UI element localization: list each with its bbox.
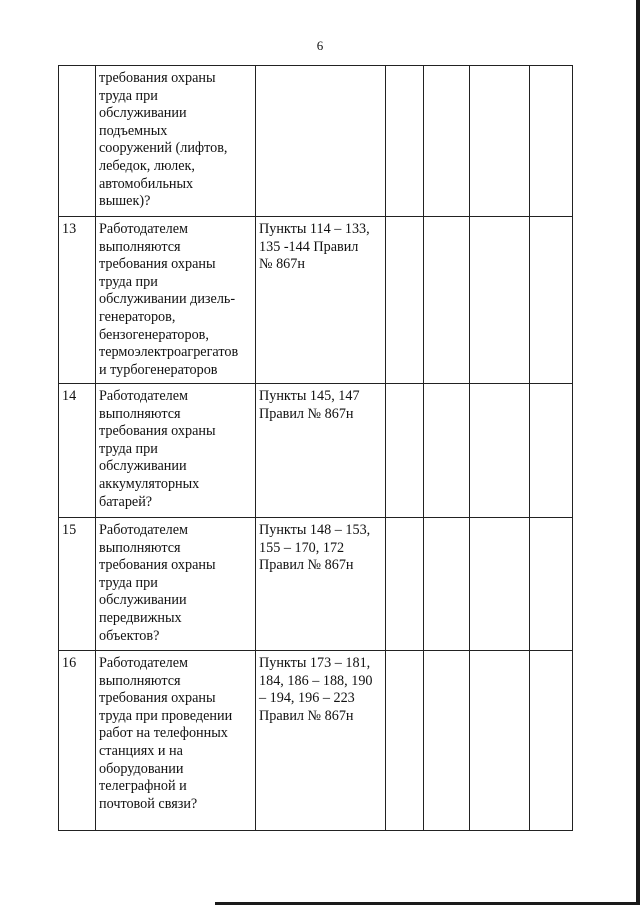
- question-line: Работодателем: [99, 221, 189, 237]
- table-row: [59, 66, 573, 217]
- notes-cell: [530, 518, 573, 651]
- question-line: подъемных: [99, 122, 168, 139]
- question-line: бензогенераторов,: [99, 326, 209, 343]
- reference-line: 135 -144 Правил: [259, 238, 359, 255]
- row-number: 14: [59, 384, 96, 518]
- question-line: требования охраны: [99, 557, 216, 574]
- reference-line: 184, 186 – 188, 190: [259, 672, 373, 689]
- question-line: выполняются: [99, 672, 181, 689]
- question-line: оборудовании: [99, 760, 184, 777]
- row-number: [59, 66, 96, 217]
- question-line: автомобильных: [99, 175, 194, 192]
- reference-line: Пункты 114 – 133,: [259, 221, 370, 237]
- question-line: обслуживании: [99, 592, 187, 609]
- answer-yes-cell: [386, 66, 424, 217]
- requirement-question: [96, 651, 256, 831]
- answer-no-cell: [424, 518, 470, 651]
- notes-cell: [530, 384, 573, 518]
- requirement-question: [96, 518, 256, 651]
- reference-line: 155 – 170, 172: [259, 539, 345, 556]
- question-line: аккумуляторных: [99, 475, 200, 492]
- answer-no-cell: [424, 66, 470, 217]
- notes-cell: [530, 217, 573, 384]
- reference-line: Пункты 173 – 181,: [259, 655, 371, 671]
- table-row: [59, 384, 573, 518]
- question-line: Работодателем: [99, 655, 189, 671]
- reference-line: Правил № 867н: [259, 405, 354, 422]
- answer-yes-cell: [386, 518, 424, 651]
- question-line: сооружений (лифтов,: [99, 140, 228, 157]
- question-line: лебедок, люлек,: [99, 157, 195, 174]
- answer-na-cell: [470, 217, 530, 384]
- table-row: [59, 651, 573, 831]
- question-line: вышек)?: [99, 193, 151, 210]
- answer-no-cell: [424, 384, 470, 518]
- question-line: станциях и на: [99, 742, 183, 759]
- question-line: обслуживании дизель-: [99, 291, 236, 308]
- question-line: труда при: [99, 574, 158, 591]
- question-line: труда при: [99, 273, 158, 290]
- question-line: передвижных: [99, 609, 182, 626]
- requirement-question: [96, 384, 256, 518]
- requirement-question: [96, 217, 256, 384]
- row-number: 13: [59, 217, 96, 384]
- answer-na-cell: [470, 651, 530, 831]
- question-line: почтовой связи?: [99, 795, 198, 812]
- table-row: [59, 217, 573, 384]
- checklist-table: [58, 65, 573, 831]
- question-line: требования охраны: [99, 690, 216, 707]
- question-line: выполняются: [99, 405, 181, 422]
- legal-reference: [256, 651, 386, 831]
- answer-na-cell: [470, 66, 530, 217]
- legal-reference: [256, 384, 386, 518]
- question-line: обслуживании: [99, 458, 187, 475]
- reference-line: Правил № 867н: [259, 707, 354, 724]
- notes-cell: [530, 651, 573, 831]
- legal-reference: [256, 518, 386, 651]
- legal-reference: [256, 217, 386, 384]
- scan-edge-right: [636, 0, 640, 905]
- row-number: 16: [59, 651, 96, 831]
- reference-line: – 194, 196 – 223: [259, 690, 355, 707]
- question-line: требования охраны: [99, 423, 216, 440]
- answer-no-cell: [424, 651, 470, 831]
- question-line: обслуживании: [99, 105, 187, 122]
- question-line: батарей?: [99, 493, 153, 510]
- notes-cell: [530, 66, 573, 217]
- legal-reference: [256, 66, 386, 217]
- answer-yes-cell: [386, 651, 424, 831]
- answer-na-cell: [470, 384, 530, 518]
- question-line: объектов?: [99, 627, 160, 644]
- row-number: 15: [59, 518, 96, 651]
- question-line: и турбогенераторов: [99, 361, 218, 378]
- reference-line: № 867н: [259, 256, 305, 273]
- page-number: 6: [316, 38, 324, 53]
- question-line: труда при: [99, 87, 158, 104]
- reference-line: Пункты 145, 147: [259, 388, 360, 404]
- answer-na-cell: [470, 518, 530, 651]
- question-line: требования охраны: [99, 70, 216, 86]
- question-line: генераторов,: [99, 308, 176, 325]
- answer-yes-cell: [386, 217, 424, 384]
- question-line: труда при: [99, 440, 158, 457]
- question-line: термоэлектроагрегатов: [99, 344, 239, 361]
- reference-line: Пункты 148 – 153,: [259, 522, 371, 538]
- requirement-question: [96, 66, 256, 217]
- reference-line: Правил № 867н: [259, 557, 354, 574]
- question-line: требования охраны: [99, 256, 216, 273]
- question-line: Работодателем: [99, 388, 189, 404]
- question-line: работ на телефонных: [99, 725, 228, 742]
- question-line: выполняются: [99, 539, 181, 556]
- question-line: телеграфной и: [99, 778, 187, 795]
- question-line: труда при проведении: [99, 707, 233, 724]
- table-row: [59, 518, 573, 651]
- question-line: выполняются: [99, 238, 181, 255]
- answer-yes-cell: [386, 384, 424, 518]
- question-line: Работодателем: [99, 522, 189, 538]
- answer-no-cell: [424, 217, 470, 384]
